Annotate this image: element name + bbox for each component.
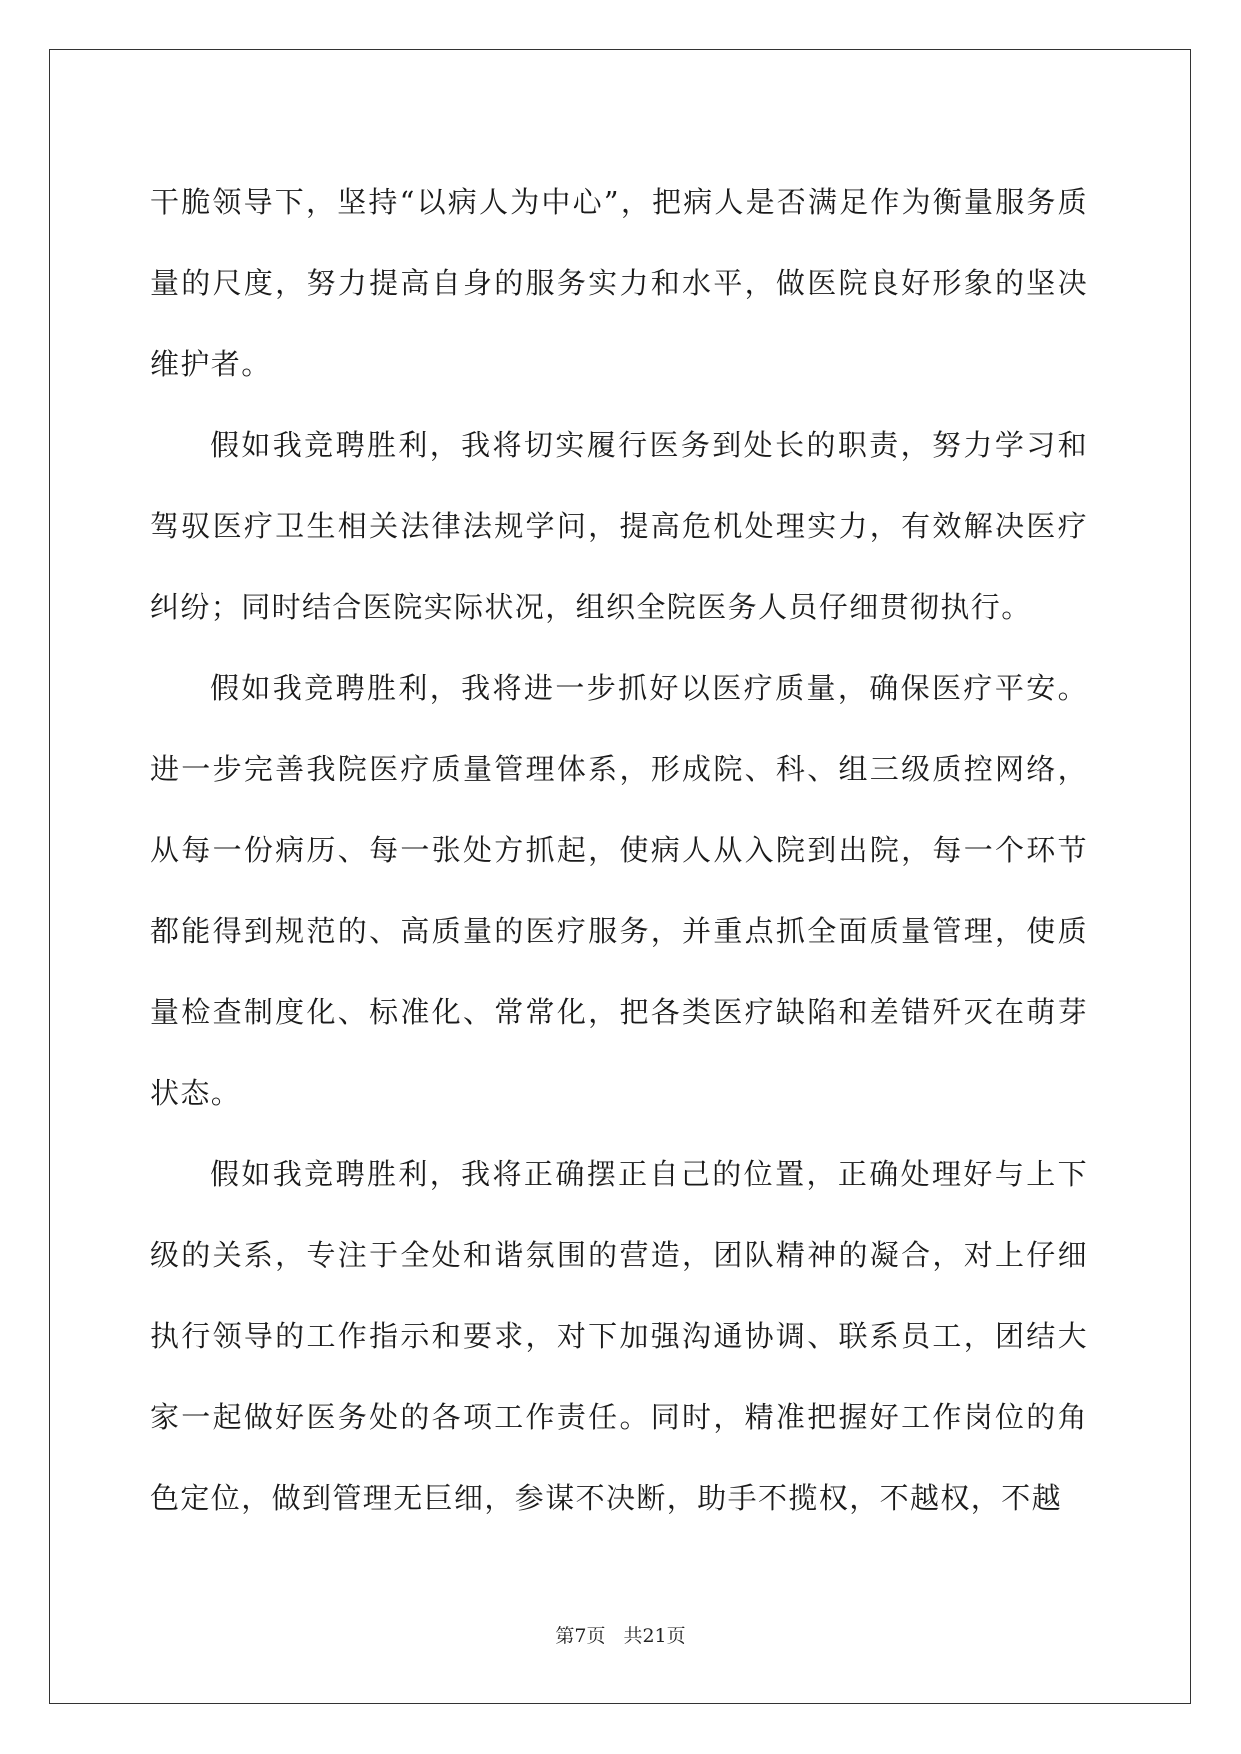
paragraph-1: 干脆领导下，坚持“以病人为中心”，把病人是否满足作为衡量服务质量的尺度，努力提高自身的服务实力和水平，做医院良好形象的坚决维护者。 bbox=[150, 185, 1088, 381]
document-body bbox=[150, 162, 1088, 1539]
total-pages: 共21页 bbox=[623, 1625, 686, 1647]
page-number: 第7页 bbox=[555, 1625, 606, 1647]
page-footer bbox=[0, 1621, 1241, 1648]
paragraph-3: 假如我竞聘胜利，我将进一步抓好以医疗质量，确保医疗平安。进一步完善我院医疗质量管理体系，形成院、科、组三级质控网络，从每一份病历、每一张处方抓起，使病人从入院到出院，每一个环节都能得到规范的、高质量的医疗服务，并重点抓全面质量管理，使质量检查制度化、标准化、常常化，把各类医疗缺陷和差错歼灭在萌芽状态。 bbox=[150, 671, 1088, 1110]
paragraph-4: 假如我竞聘胜利，我将正确摆正自己的位置，正确处理好与上下级的关系，专注于全处和谐氛围的营造，团队精神的凝合，对上仔细执行领导的工作指示和要求，对下加强沟通协调、联系员工，团结大家一起做好医务处的各项工作责任。同时，精准把握好工作岗位的角色定位，做到管理无巨细，参谋不决断，助手不揽权，不越权，不越 bbox=[150, 1157, 1088, 1515]
paragraph-2: 假如我竞聘胜利，我将切实履行医务到处长的职责，努力学习和驾驭医疗卫生相关法律法规学问，提高危机处理实力，有效解决医疗纠纷；同时结合医院实际状况，组织全院医务人员仔细贯彻执行。 bbox=[150, 428, 1088, 624]
